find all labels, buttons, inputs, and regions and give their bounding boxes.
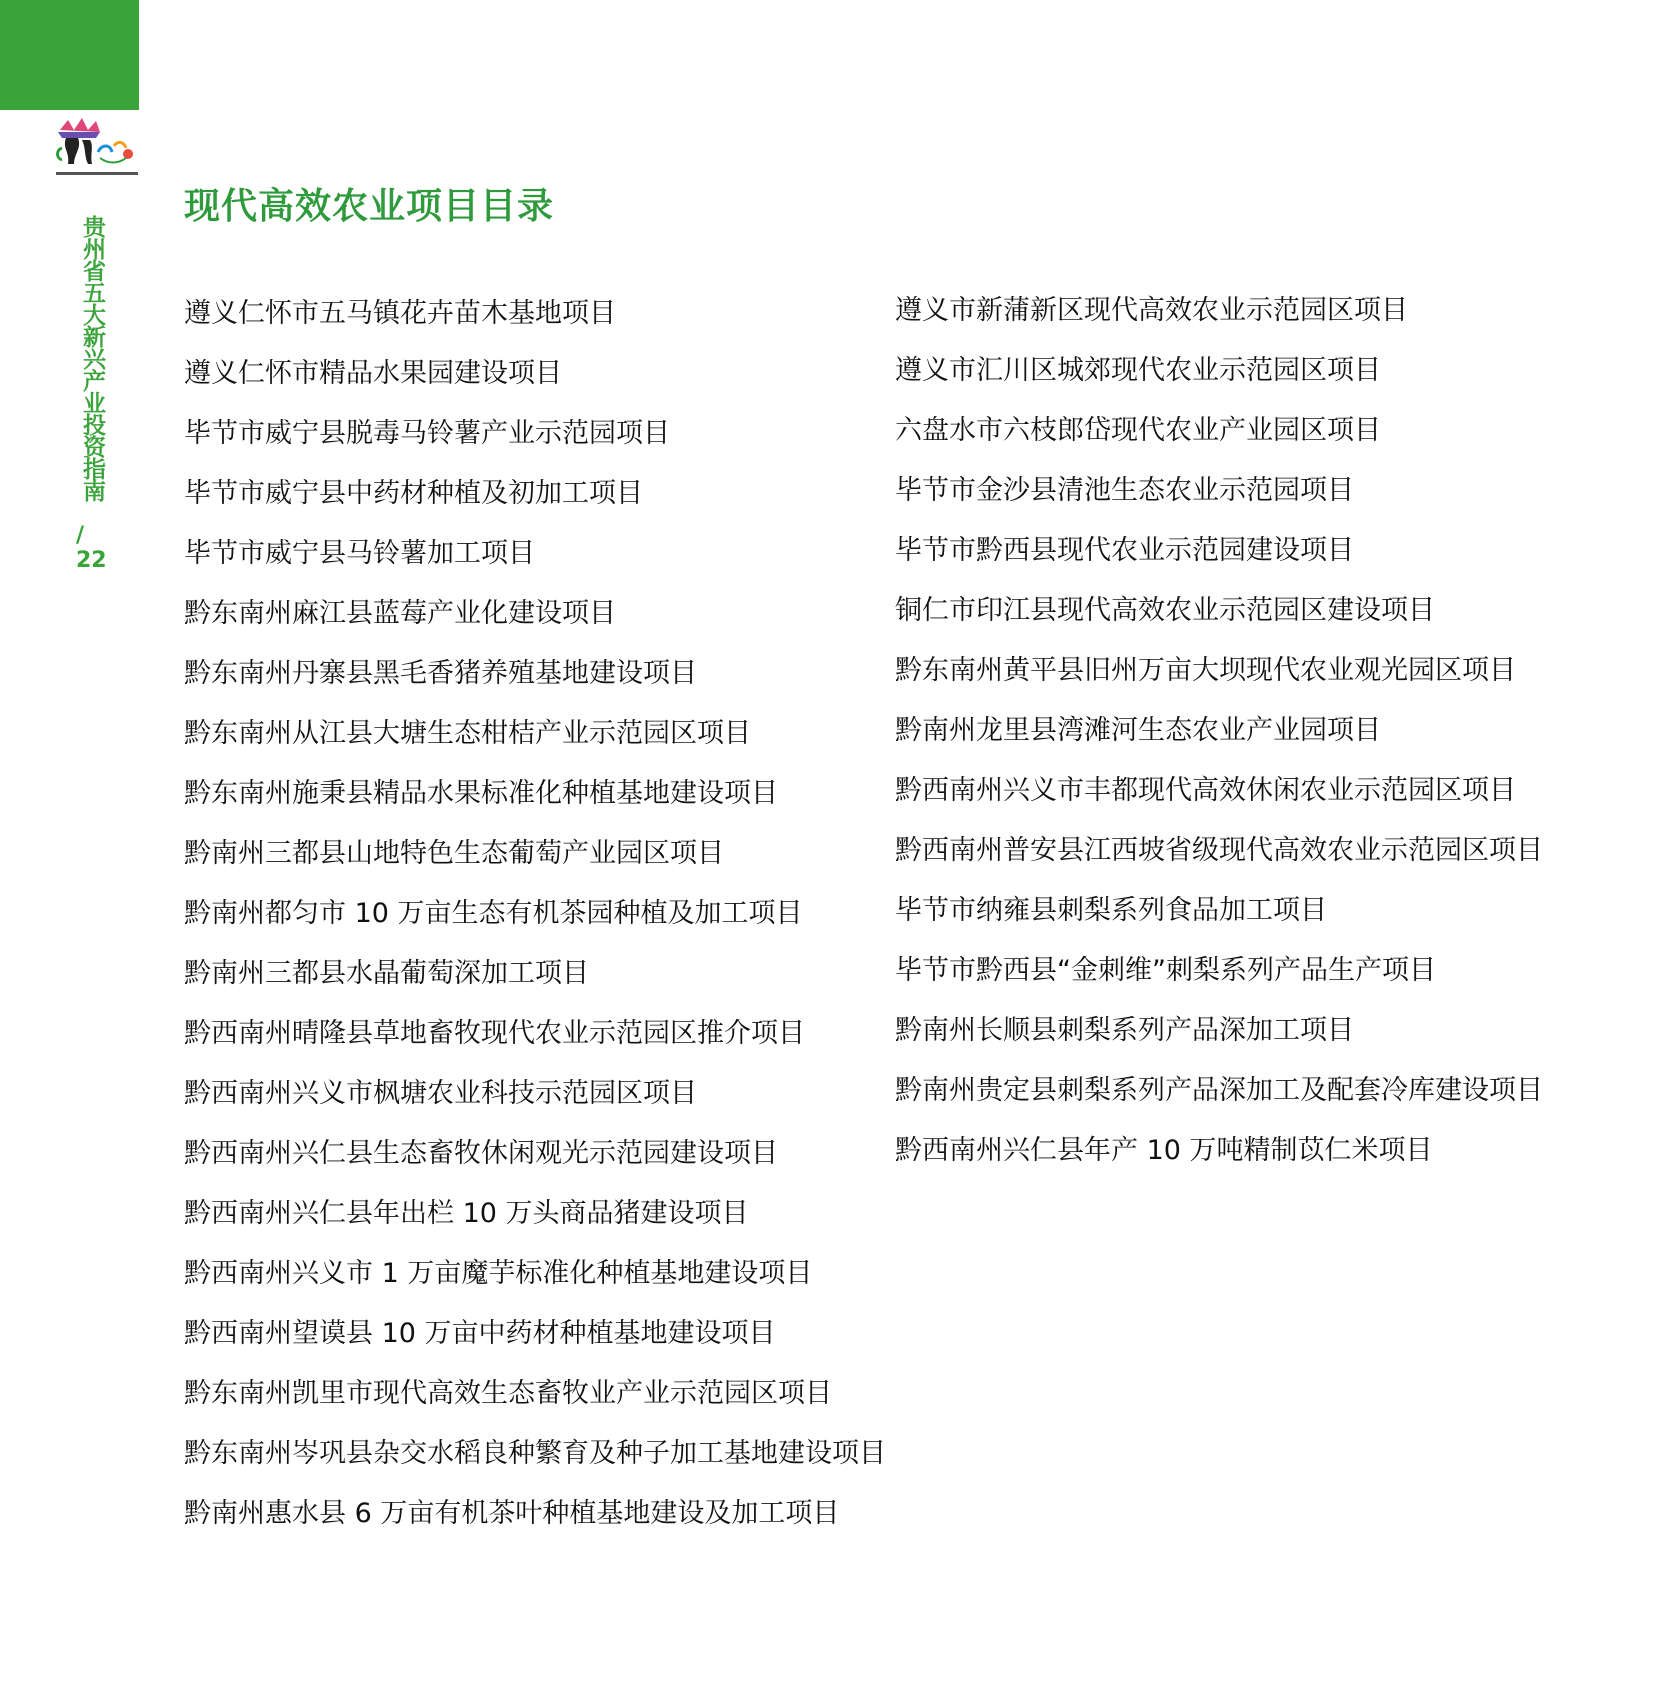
project-item: 黔南州三都县水晶葡萄深加工项目	[184, 958, 589, 989]
project-list-right	[895, 293, 1543, 1193]
project-item: 六盘水市六枝郎岱现代农业产业园区项目	[895, 415, 1381, 446]
guizhou-emblem-icon	[52, 118, 142, 198]
project-item: 毕节市威宁县马铃薯加工项目	[184, 538, 535, 569]
page-title: 现代高效农业项目目录	[184, 186, 555, 227]
project-item: 毕节市纳雍县刺梨系列食品加工项目	[895, 895, 1327, 926]
project-item: 黔东南州麻江县蓝莓产业化建设项目	[184, 598, 616, 629]
project-item: 遵义市新蒲新区现代高效农业示范园区项目	[895, 295, 1408, 326]
project-item: 黔西南州晴隆县草地畜牧现代农业示范园区推介项目	[184, 1018, 805, 1049]
project-item: 黔西南州兴仁县年出栏 10 万头商品猪建设项目	[184, 1198, 749, 1229]
project-item: 黔南州长顺县刺梨系列产品深加工项目	[895, 1015, 1354, 1046]
project-item: 遵义仁怀市精品水果园建设项目	[184, 358, 562, 389]
project-item: 黔南州龙里县湾滩河生态农业产业园项目	[895, 715, 1381, 746]
corner-accent-block	[0, 0, 139, 110]
project-item: 黔东南州岑巩县杂交水稻良种繁育及种子加工基地建设项目	[184, 1438, 886, 1469]
project-item: 遵义市汇川区城郊现代农业示范园区项目	[895, 355, 1381, 386]
project-item: 黔西南州兴仁县年产 10 万吨精制苡仁米项目	[895, 1135, 1433, 1166]
project-item: 毕节市黔西县“金刺维”刺梨系列产品生产项目	[895, 955, 1436, 986]
project-item: 黔西南州望谟县 10 万亩中药材种植基地建设项目	[184, 1318, 776, 1349]
project-item: 黔南州惠水县 6 万亩有机茶叶种植基地建设及加工项目	[184, 1498, 840, 1529]
project-item: 毕节市金沙县清池生态农业示范园项目	[895, 475, 1354, 506]
project-item: 黔西南州兴义市 1 万亩魔芋标准化种植基地建设项目	[184, 1258, 813, 1289]
project-item: 毕节市威宁县脱毒马铃薯产业示范园项目	[184, 418, 670, 449]
project-item: 黔南州三都县山地特色生态葡萄产业园区项目	[184, 838, 724, 869]
project-item: 遵义仁怀市五马镇花卉苗木基地项目	[184, 298, 616, 329]
project-item: 黔西南州普安县江西坡省级现代高效农业示范园区项目	[895, 835, 1543, 866]
project-item: 黔东南州从江县大塘生态柑桔产业示范园区项目	[184, 718, 751, 749]
project-item: 黔南州贵定县刺梨系列产品深加工及配套冷库建设项目	[895, 1075, 1543, 1106]
page-number: / 22	[76, 523, 107, 573]
project-item: 黔东南州丹寨县黑毛香猪养殖基地建设项目	[184, 658, 697, 689]
project-item: 黔西南州兴仁县生态畜牧休闲观光示范园建设项目	[184, 1138, 778, 1169]
project-item: 毕节市黔西县现代农业示范园建设项目	[895, 535, 1354, 566]
project-item: 黔西南州兴义市枫塘农业科技示范园区项目	[184, 1078, 697, 1109]
project-item: 毕节市威宁县中药材种植及初加工项目	[184, 478, 643, 509]
project-item: 黔西南州兴义市丰都现代高效休闲农业示范园区项目	[895, 775, 1516, 806]
project-item: 铜仁市印江县现代高效农业示范园区建设项目	[895, 595, 1435, 626]
project-item: 黔东南州黄平县旧州万亩大坝现代农业观光园区项目	[895, 655, 1516, 686]
vertical-guide-title: 贵州省五大新兴产业投资指南	[79, 215, 105, 501]
project-item: 黔南州都匀市 10 万亩生态有机茶园种植及加工项目	[184, 898, 803, 929]
project-list-left	[184, 296, 886, 1556]
project-item: 黔东南州凯里市现代高效生态畜牧业产业示范园区项目	[184, 1378, 832, 1409]
project-item: 黔东南州施秉县精品水果标准化种植基地建设项目	[184, 778, 778, 809]
